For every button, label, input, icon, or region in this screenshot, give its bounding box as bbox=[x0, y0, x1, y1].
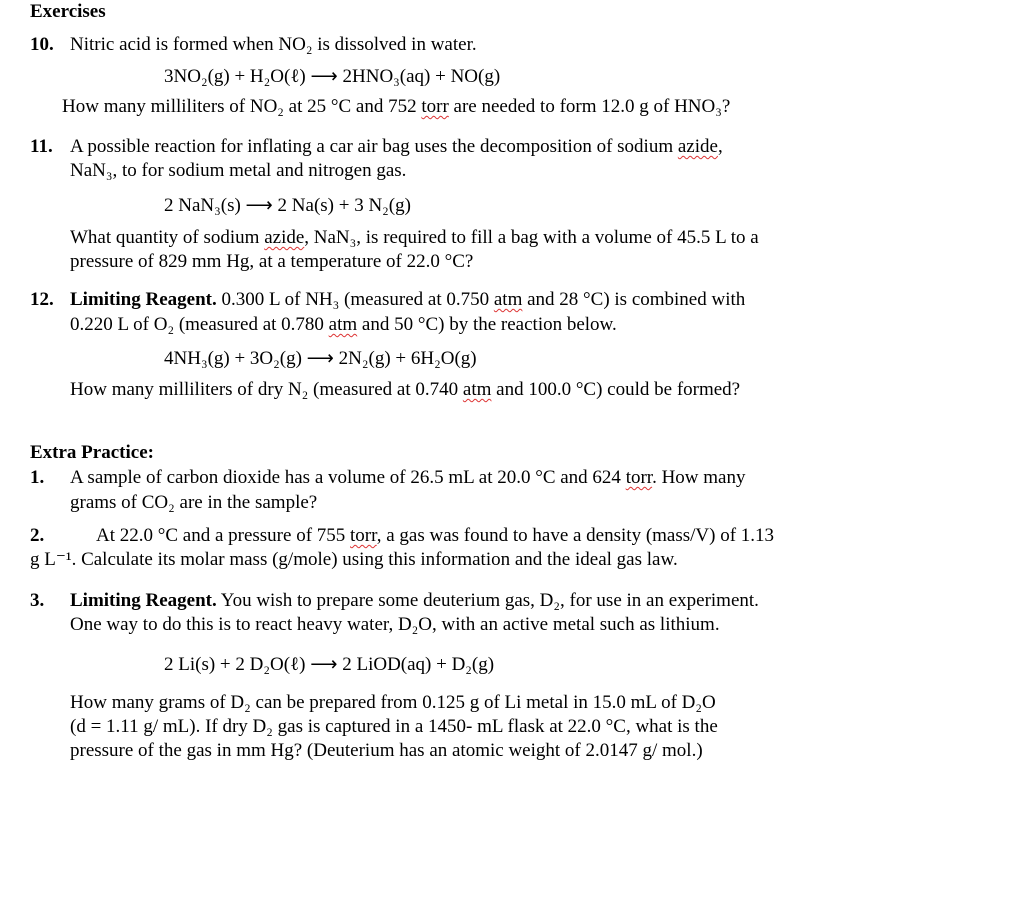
question-text: A sample of carbon dioxide has a volume of 26.5 mL at 20.0 °C and 624 torr. How many bbox=[70, 467, 746, 488]
question-text: NaN₃, to for sodium metal and nitrogen gas. bbox=[70, 160, 407, 181]
question-text: pressure of 829 mm Hg, at a temperature of 22.0 °C? bbox=[70, 251, 474, 272]
question-text: (d = 1.11 g/ mL). If dry D₂ gas is captured in a 1450- mL flask at 22.0 °C, what is the bbox=[70, 716, 718, 737]
chemical-equation: 2 NaN₃(s) ⟶ 2 Na(s) + 3 N₂(g) bbox=[164, 195, 411, 216]
question-number: 11. bbox=[30, 136, 53, 157]
question-text: Limiting Reagent. You wish to prepare some deuterium gas, D₂, for use in an experiment. bbox=[70, 590, 759, 611]
chemical-equation: 3NO₂(g) + H₂O(ℓ) ⟶ 2HNO₃(aq) + NO(g) bbox=[164, 66, 501, 87]
question-text: Limiting Reagent. 0.300 L of NH₃ (measured at 0.750 atm and 28 °C) is combined with bbox=[70, 289, 746, 310]
question-text: 0.220 L of O₂ (measured at 0.780 atm and 50 °C) by the reaction below. bbox=[70, 314, 617, 335]
question-text: At 22.0 °C and a pressure of 755 torr, a gas was found to have a density (mass/V) of 1.13 bbox=[96, 525, 775, 546]
chemical-equation: 4NH₃(g) + 3O₂(g) ⟶ 2N₂(g) + 6H₂O(g) bbox=[164, 348, 477, 369]
question-text: A possible reaction for inflating a car air bag uses the decomposition of sodium azide, bbox=[70, 136, 723, 157]
question-number: 12. bbox=[30, 289, 54, 310]
question-text: How many grams of D₂ can be prepared from 0.125 g of Li metal in 15.0 mL of D₂O bbox=[70, 692, 716, 713]
question-number: 1. bbox=[30, 467, 45, 488]
question-number: 3. bbox=[30, 590, 45, 611]
question-text: g L⁻¹. Calculate its molar mass (g/mole) using this information and the ideal gas law. bbox=[30, 549, 678, 570]
question-text: Nitric acid is formed when NO₂ is dissolved in water. bbox=[70, 34, 477, 55]
question-text: One way to do this is to react heavy water, D₂O, with an active metal such as lithium. bbox=[70, 614, 720, 635]
question-text: pressure of the gas in mm Hg? (Deuterium has an atomic weight of 2.0147 g/ mol.) bbox=[70, 740, 703, 761]
question-number: 2. bbox=[30, 525, 45, 546]
extra-practice-heading: Extra Practice: bbox=[30, 442, 154, 463]
question-text: How many milliliters of dry N₂ (measured at 0.740 atm and 100.0 °C) could be formed? bbox=[70, 379, 741, 400]
question-text: What quantity of sodium azide, NaN₃, is required to fill a bag with a volume of 45.5 L to a bbox=[70, 227, 759, 248]
question-text: grams of CO₂ are in the sample? bbox=[70, 492, 318, 513]
exercises-heading: Exercises bbox=[30, 1, 106, 22]
question-number: 10. bbox=[30, 34, 54, 55]
chemical-equation: 2 Li(s) + 2 D₂O(ℓ) ⟶ 2 LiOD(aq) + D₂(g) bbox=[164, 654, 495, 675]
question-text: How many milliliters of NO₂ at 25 °C and 752 torr are needed to form 12.0 g of HNO₃? bbox=[62, 96, 731, 117]
